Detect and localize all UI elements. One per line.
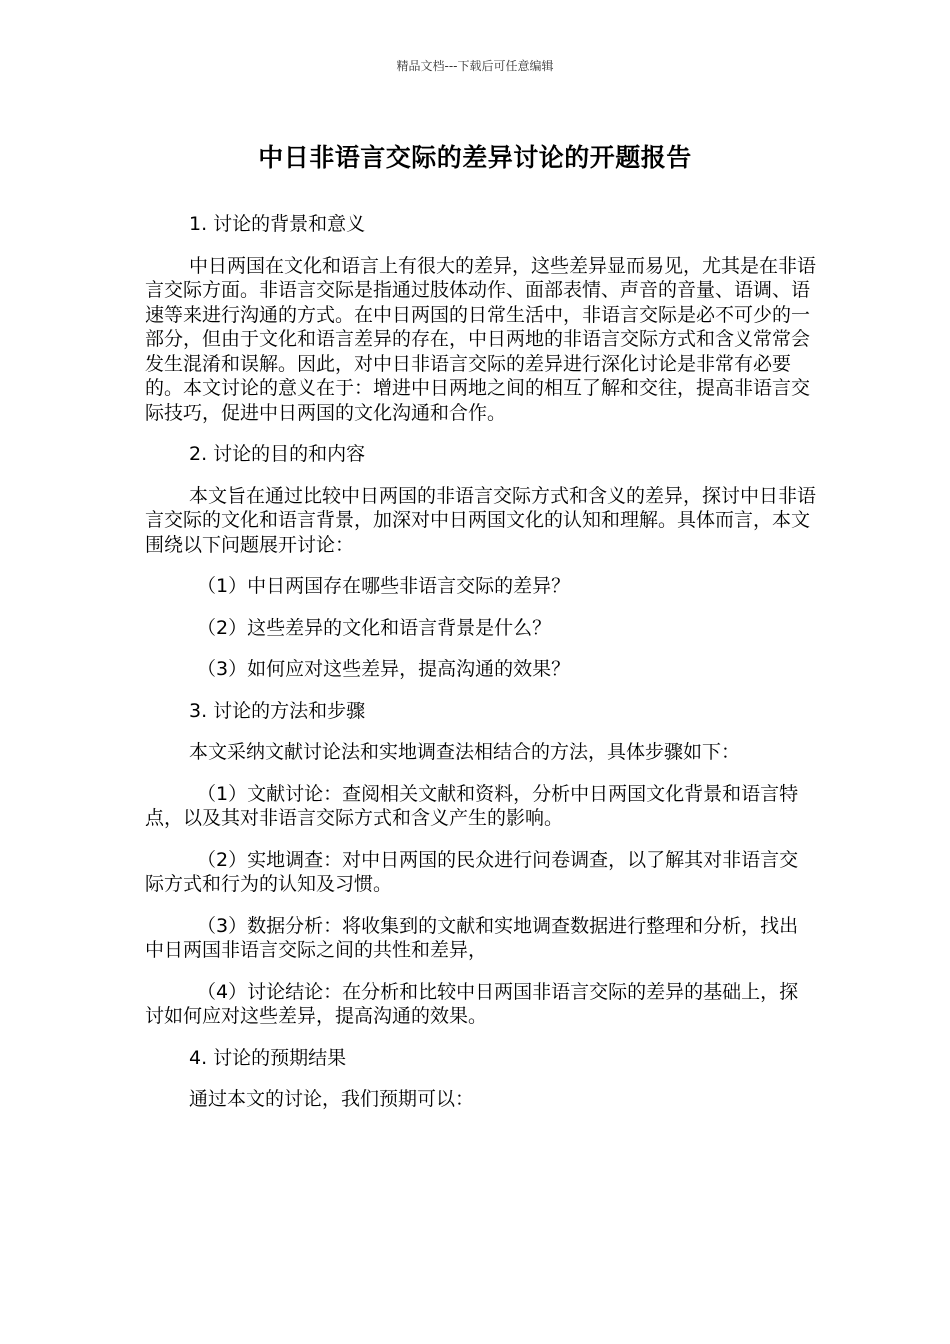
- list-item: （2）这些差异的文化和语言背景是什么？: [197, 616, 552, 639]
- list-item: （1）文献讨论：查阅相关文献和资料，分析中日两国文化背景和语言特点，以及其对非语言交际方式和含义产生的影响。: [145, 782, 799, 829]
- document-body: [145, 212, 817, 1112]
- list-item: （4）讨论结论：在分析和比较中日两国非语言交际的差异的基础上，探讨如何应对这些差异，提高沟通的效果。: [145, 980, 799, 1027]
- page-header: 精品文档---下载后可任意编辑: [396, 59, 554, 73]
- list-item: （3）如何应对这些差异，提高沟通的效果？: [197, 658, 571, 680]
- body-paragraph: 本文采纳文献讨论法和实地调查法相结合的方法，具体步骤如下：: [189, 741, 741, 763]
- document-title: 中日非语言交际的差异讨论的开题报告: [258, 143, 692, 172]
- list-item: （3）数据分析：将收集到的文献和实地调查数据进行整理和分析，找出中日两国非语言交际之间的共性和差异，: [145, 914, 799, 961]
- section-heading: 1. 讨论的背景和意义: [189, 213, 366, 235]
- section-heading: 3. 讨论的方法和步骤: [189, 699, 366, 722]
- section-heading: 2. 讨论的目的和内容: [189, 443, 366, 465]
- section-heading: 4. 讨论的预期结果: [189, 1046, 347, 1069]
- body-paragraph: 通过本文的讨论，我们预期可以：: [189, 1088, 475, 1110]
- list-item: （2）实地调查：对中日两国的民众进行问卷调查，以了解其对非语言交际方式和行为的认知及习惯。: [145, 848, 799, 895]
- list-item: （1）中日两国存在哪些非语言交际的差异？: [197, 575, 571, 597]
- body-paragraph: 中日两国在文化和语言上有很大的差异，这些差异显而易见，尤其是在非语言交际方面。非语言交际是指通过肢体动作、面部表情、声音的音量、语调、语速等来进行沟通的方式。在中日两国的日常生活中，非语言交际是必不可少的一部分，但由于文化和语言差异的存在，中日两地的非语言交际方式和含义常常会发生混淆和误解。因此，对中日非语言交际的差异进行深化讨论是非常有必要的。本文讨论的意义在于：增进中日两地之间的相互了解和交往，提高非语言交际技巧，促进中日两国的文化沟通和合作。: [145, 254, 817, 424]
- body-paragraph: 本文旨在通过比较中日两国的非语言交际方式和含义的差异，探讨中日非语言交际的文化和语言背景，加深对中日两国文化的认知和理解。具体而言，本文围绕以下问题展开讨论：: [145, 484, 817, 556]
